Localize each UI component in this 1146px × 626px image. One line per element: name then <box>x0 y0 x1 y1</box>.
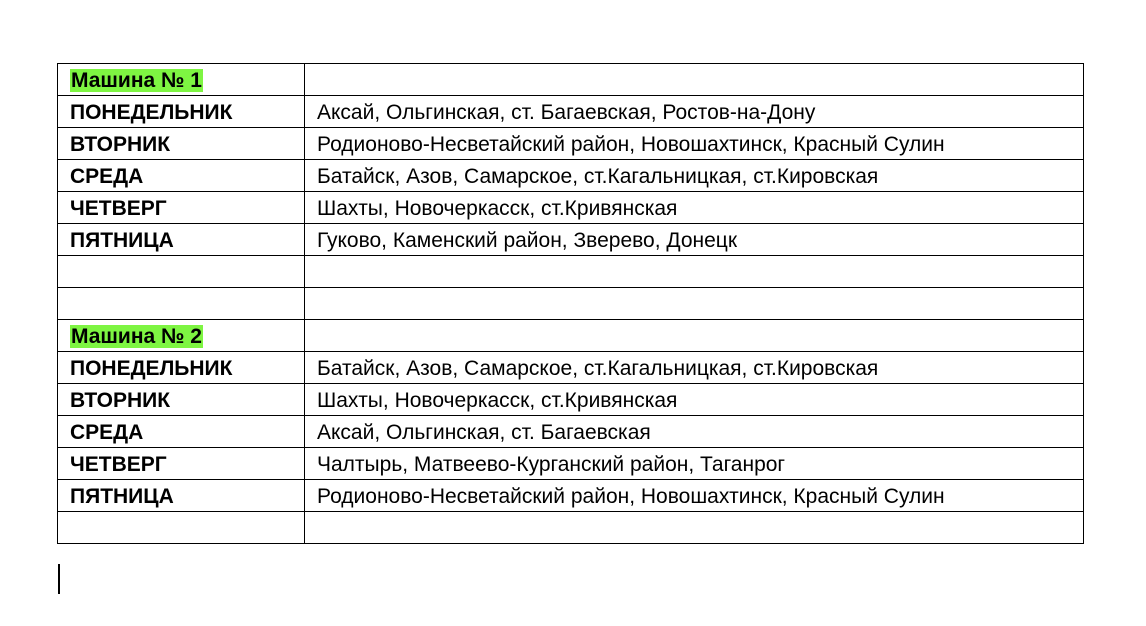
route-cell[interactable]: Шахты, Новочеркасск, ст.Кривянская <box>305 192 1084 224</box>
day-cell[interactable]: ПЯТНИЦА <box>58 480 305 512</box>
route-cell[interactable]: Родионово-Несветайский район, Новошахтинск, Красный Сулин <box>305 128 1084 160</box>
empty-cell[interactable] <box>305 256 1084 288</box>
empty-row <box>58 512 1084 544</box>
vehicle-1-header-empty-cell[interactable] <box>305 64 1084 96</box>
text-cursor <box>58 564 60 594</box>
day-cell[interactable]: ПОНЕДЕЛЬНИК <box>58 96 305 128</box>
vehicle-2-title-cell[interactable] <box>58 320 305 352</box>
table-row <box>58 480 1084 512</box>
route-cell[interactable]: Батайск, Азов, Самарское, ст.Кагальницкая, ст.Кировская <box>305 352 1084 384</box>
empty-cell[interactable] <box>58 256 305 288</box>
route-cell[interactable]: Аксай, Ольгинская, ст. Багаевская, Ростов-на-Дону <box>305 96 1084 128</box>
empty-cell[interactable] <box>305 288 1084 320</box>
table-row <box>58 160 1084 192</box>
day-cell[interactable]: СРЕДА <box>58 416 305 448</box>
day-cell[interactable]: ПЯТНИЦА <box>58 224 305 256</box>
day-cell[interactable]: ВТОРНИК <box>58 128 305 160</box>
route-cell[interactable]: Шахты, Новочеркасск, ст.Кривянская <box>305 384 1084 416</box>
empty-cell[interactable] <box>305 512 1084 544</box>
vehicle-2-header-row <box>58 320 1084 352</box>
empty-cell[interactable] <box>58 512 305 544</box>
vehicle-1-title: Машина № 1 <box>71 69 202 92</box>
vehicle-1-header-row <box>58 64 1084 96</box>
day-cell[interactable]: СРЕДА <box>58 160 305 192</box>
vehicle-2-header-empty-cell[interactable] <box>305 320 1084 352</box>
table-row <box>58 384 1084 416</box>
vehicle-2-title: Машина № 2 <box>71 325 202 348</box>
route-cell[interactable]: Чалтырь, Матвеево-Курганский район, Таганрог <box>305 448 1084 480</box>
route-cell[interactable]: Гуково, Каменский район, Зверево, Донецк <box>305 224 1084 256</box>
table-row <box>58 128 1084 160</box>
empty-cell[interactable] <box>58 288 305 320</box>
day-cell[interactable]: ПОНЕДЕЛЬНИК <box>58 352 305 384</box>
empty-row <box>58 288 1084 320</box>
table-row <box>58 192 1084 224</box>
table-row <box>58 352 1084 384</box>
day-cell[interactable]: ЧЕТВЕРГ <box>58 448 305 480</box>
empty-row <box>58 256 1084 288</box>
day-cell[interactable]: ВТОРНИК <box>58 384 305 416</box>
table-row <box>58 96 1084 128</box>
schedule-table <box>57 63 1084 544</box>
table-row <box>58 448 1084 480</box>
vehicle-1-title-cell[interactable] <box>58 64 305 96</box>
route-cell[interactable]: Аксай, Ольгинская, ст. Багаевская <box>305 416 1084 448</box>
route-cell[interactable]: Родионово-Несветайский район, Новошахтинск, Красный Сулин <box>305 480 1084 512</box>
table-row <box>58 416 1084 448</box>
day-cell[interactable]: ЧЕТВЕРГ <box>58 192 305 224</box>
route-cell[interactable]: Батайск, Азов, Самарское, ст.Кагальницкая, ст.Кировская <box>305 160 1084 192</box>
table-row <box>58 224 1084 256</box>
